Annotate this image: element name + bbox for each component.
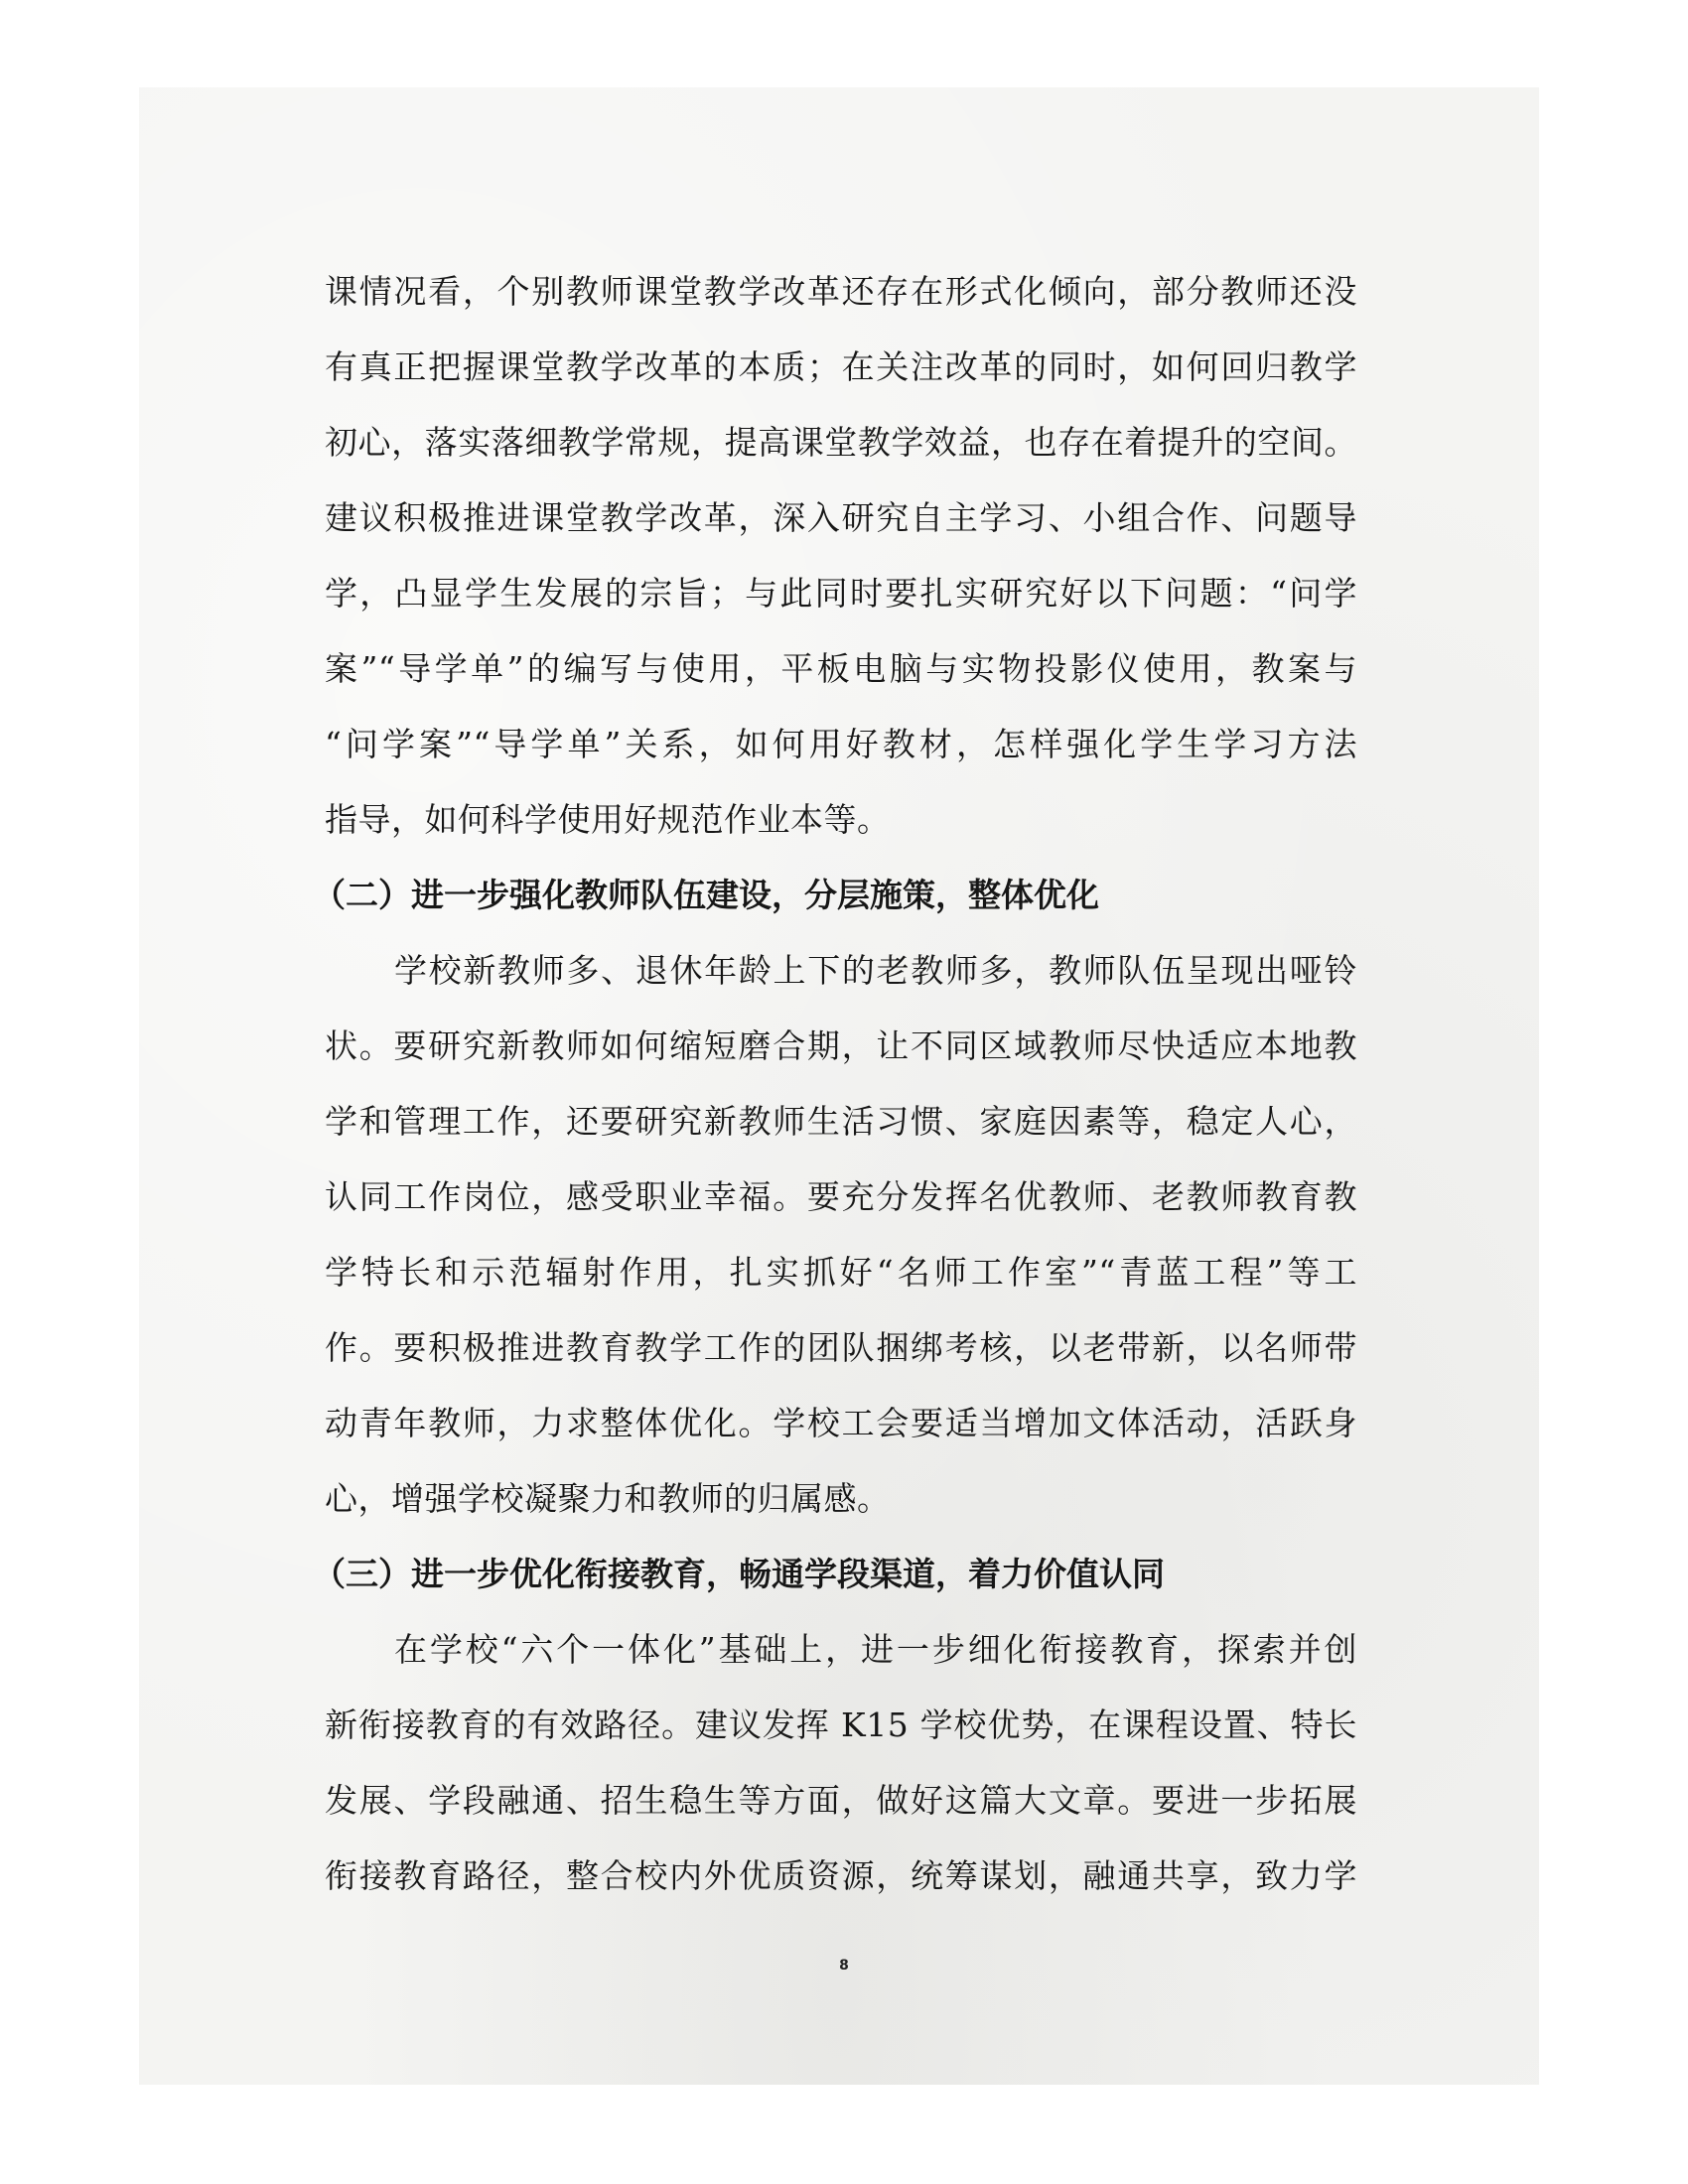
text-line: 认同工作岗位，感受职业幸福。要充分发挥名优教师、老教师教育教 xyxy=(325,1177,1357,1216)
section-heading-3: （三）进一步优化衔接教育，畅通学段渠道，着力价值认同 xyxy=(313,1555,1165,1593)
text-line: 新衔接教育的有效路径。建议发挥 K15 学校优势，在课程设置、特长 xyxy=(325,1706,1357,1744)
text-line: 初心，落实落细教学常规，提高课堂教学效益，也存在着提升的空间。 xyxy=(325,423,1357,462)
text-line: 状。要研究新教师如何缩短磨合期，让不同区域教师尽快适应本地教 xyxy=(325,1026,1357,1065)
section-heading-2: （二）进一步强化教师队伍建设，分层施策，整体优化 xyxy=(313,876,1099,914)
text-line: 建议积极推进课堂教学改革，深入研究自主学习、小组合作、问题导 xyxy=(325,498,1357,537)
text-line: 有真正把握课堂教学改革的本质；在关注改革的同时，如何回归教学 xyxy=(325,347,1357,386)
text-line: 在学校“六个一体化”基础上，进一步细化衔接教育，探索并创 xyxy=(394,1630,1357,1669)
text-line: “问学案”“导学单”关系，如何用好教材，怎样强化学生学习方法 xyxy=(325,725,1357,763)
text-line: 作。要积极推进教育教学工作的团队捆绑考核，以老带新，以名师带 xyxy=(325,1328,1357,1367)
text-line: 案”“导学单”的编写与使用，平板电脑与实物投影仪使用，教案与 xyxy=(325,649,1357,688)
text-line: 学校新教师多、退休年龄上下的老教师多，教师队伍呈现出哑铃 xyxy=(394,951,1357,990)
text-line: 指导，如何科学使用好规范作业本等。 xyxy=(325,800,891,839)
text-line: 学和管理工作，还要研究新教师生活习惯、家庭因素等，稳定人心， xyxy=(325,1102,1357,1141)
text-line: 学，凸显学生发展的宗旨；与此同时要扎实研究好以下问题：“问学 xyxy=(325,574,1357,613)
text-line: 课情况看，个别教师课堂教学改革还存在形式化倾向，部分教师还没 xyxy=(325,272,1357,311)
text-line: 动青年教师，力求整体优化。学校工会要适当增加文体活动，活跃身 xyxy=(325,1404,1357,1442)
text-line: 心，增强学校凝聚力和教师的归属感。 xyxy=(325,1479,891,1518)
document-body xyxy=(313,254,1357,1914)
text-line: 发展、学段融通、招生稳生等方面，做好这篇大文章。要进一步拓展 xyxy=(325,1781,1357,1820)
page-number: 8 xyxy=(839,1958,849,1974)
text-line: 衔接教育路径，整合校内外优质资源，统筹谋划，融通共享，致力学 xyxy=(325,1856,1357,1895)
text-line: 学特长和示范辐射作用，扎实抓好“名师工作室”“青蓝工程”等工 xyxy=(325,1253,1357,1292)
